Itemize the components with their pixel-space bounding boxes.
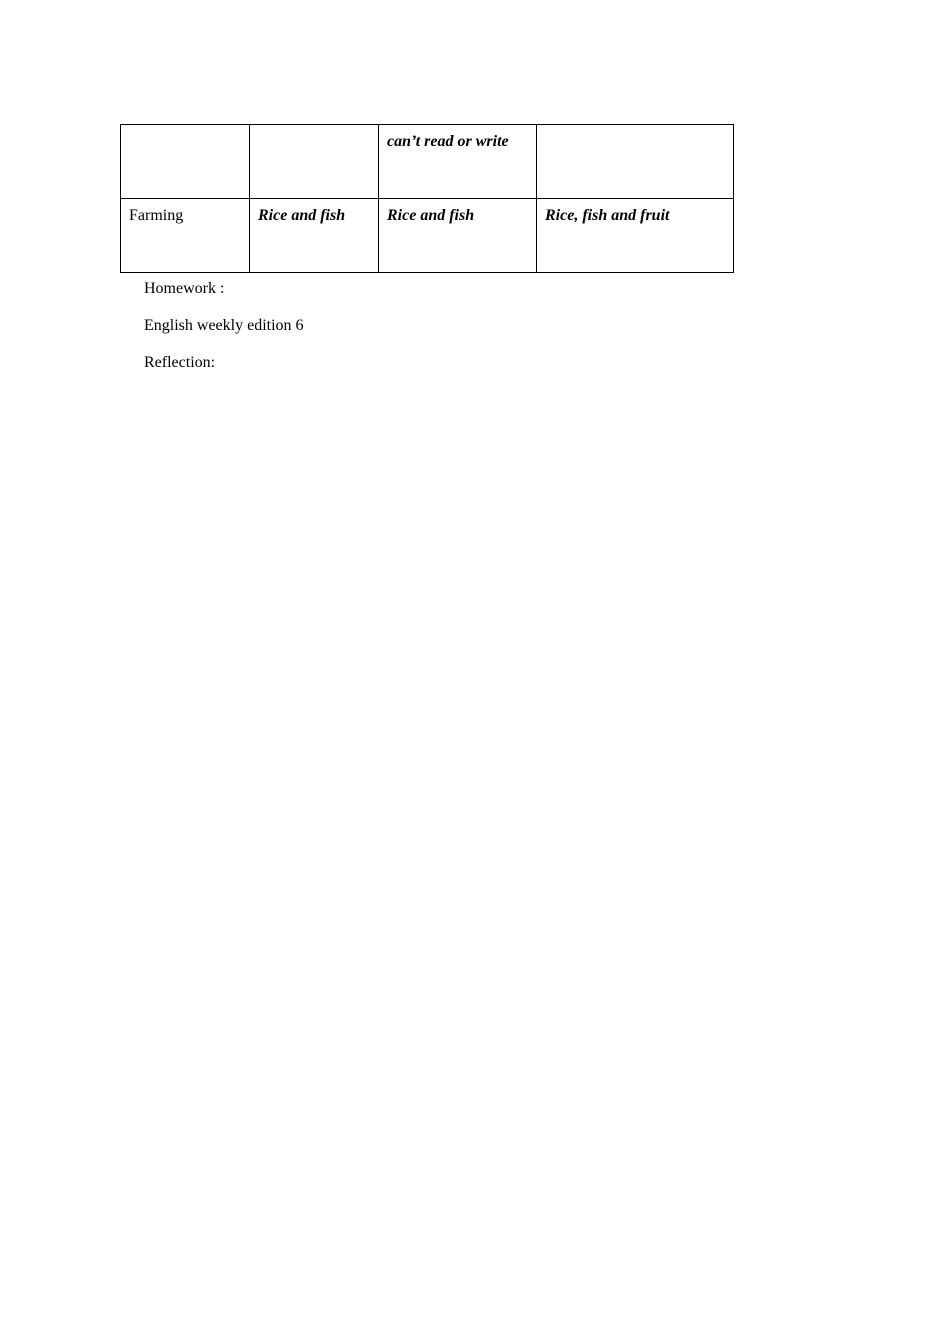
table-cell xyxy=(537,125,734,199)
table-cell: Rice, fish and fruit xyxy=(537,199,734,273)
homework-label: Homework : xyxy=(144,280,225,297)
comparison-table xyxy=(120,124,734,273)
table-cell xyxy=(250,125,379,199)
table-cell: Rice and fish xyxy=(379,199,537,273)
table-cell xyxy=(121,125,250,199)
table-row xyxy=(121,125,734,199)
table-cell: Rice and fish xyxy=(250,199,379,273)
reflection-label: Reflection: xyxy=(144,354,216,371)
homework-item: English weekly edition 6 xyxy=(144,317,304,334)
table-cell-category: Farming xyxy=(121,199,250,273)
table-cell: can’t read or write xyxy=(379,125,537,199)
table-row xyxy=(121,199,734,273)
